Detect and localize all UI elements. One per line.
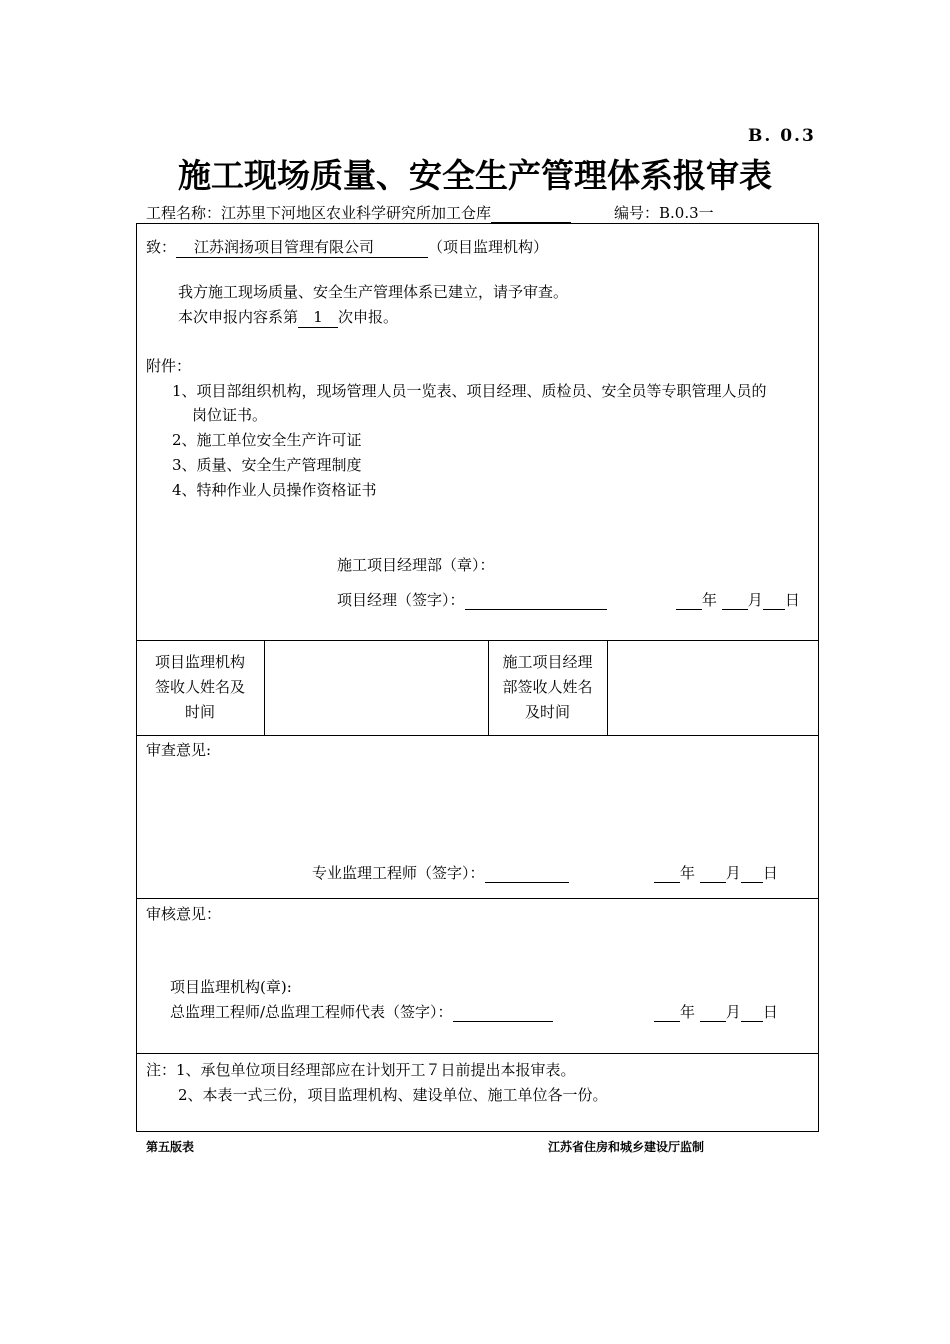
- divider: [136, 735, 819, 736]
- submission-round: [178, 307, 398, 328]
- label-line: 签收人姓名及: [154, 678, 245, 696]
- form-code: B. 0.3: [748, 126, 816, 146]
- attachment-item: 2、施工单位安全生产许可证: [172, 431, 362, 449]
- project-name-label: 工程名称：江苏里下河地区农业科学研究所加工仓库: [146, 204, 492, 222]
- review-signer-label: 专业监理工程师（签字）：: [312, 864, 485, 882]
- year-label: 年: [702, 591, 718, 609]
- signature-line: [453, 1005, 553, 1022]
- audit-org-seal: 项目监理机构(章):: [170, 978, 292, 996]
- label-line: 施工项目经理: [502, 653, 593, 671]
- month-label: 月: [725, 1003, 741, 1021]
- note-item: 注：1、承包单位项目经理部应在计划开工７日前提出本报审表。: [146, 1061, 576, 1079]
- form-title: 施工现场质量、安全生产管理体系报审表: [178, 156, 772, 195]
- addressee: [146, 237, 548, 258]
- attachments-label: 附件：: [146, 357, 192, 375]
- year-label: 年: [680, 864, 696, 882]
- audit-label: 审核意见：: [146, 905, 222, 923]
- day-label: 日: [784, 591, 800, 609]
- supervisor-receipt-label: [136, 650, 264, 725]
- addressee-suffix: （项目监理机构）: [428, 238, 549, 256]
- audit-signature: [170, 1002, 553, 1022]
- form-number: 编号：B.0.3一: [614, 204, 714, 222]
- date-field: [654, 1002, 778, 1022]
- month-label: 月: [747, 591, 763, 609]
- date-field: [654, 863, 778, 883]
- audit-signer-label: 总监理工程师/总监理工程师代表（签字）：: [170, 1003, 453, 1021]
- label-line: 项目监理机构: [154, 653, 245, 671]
- footer-edition: 第五版表: [146, 1140, 195, 1154]
- date-field: [676, 590, 800, 610]
- label-line: 部签收人姓名: [502, 678, 593, 696]
- divider: [136, 898, 819, 899]
- year-label: 年: [680, 1003, 696, 1021]
- divider: [264, 640, 265, 735]
- signature-line: [465, 593, 607, 610]
- attachment-item: 1、项目部组织机构，现场管理人员一览表、项目经理、质检员、安全员等专职管理人员的: [172, 382, 767, 400]
- manager-signature-label: 项目经理（签字）：: [337, 591, 465, 609]
- divider: [136, 640, 819, 641]
- label-line: 及时间: [524, 703, 570, 721]
- day-label: 日: [762, 864, 778, 882]
- review-signature: [312, 863, 569, 883]
- project-name-underline: [491, 208, 571, 223]
- footer-issuer: 江苏省住房和城乡建设厅监制: [548, 1140, 705, 1154]
- review-label: 审查意见:: [146, 741, 212, 759]
- statement: 我方施工现场质量、安全生产管理体系已建立，请予审查。: [178, 283, 569, 301]
- addressee-prefix: 致：: [146, 238, 177, 256]
- divider: [136, 1053, 819, 1054]
- project-name: [146, 202, 571, 223]
- day-label: 日: [762, 1003, 778, 1021]
- manager-signature: [337, 590, 607, 610]
- attachment-item: 岗位证书。: [192, 406, 268, 424]
- contractor-receipt-label: [488, 650, 607, 725]
- divider: [607, 640, 608, 735]
- label-line: 时间: [184, 703, 215, 721]
- round-suffix: 次申报。: [338, 308, 399, 326]
- dept-seal-label: 施工项目经理部（章）：: [337, 556, 495, 574]
- addressee-org: 江苏润扬项目管理有限公司: [176, 237, 428, 258]
- signature-line: [485, 866, 569, 883]
- round-value: 1: [298, 307, 338, 328]
- attachment-item: 3、质量、安全生产管理制度: [172, 456, 362, 474]
- round-prefix: 本次申报内容系第: [178, 308, 299, 326]
- note-item: 2、本表一式三份，项目监理机构、建设单位、施工单位各一份。: [178, 1086, 608, 1104]
- month-label: 月: [725, 864, 741, 882]
- attachment-item: 4、特种作业人员操作资格证书: [172, 481, 377, 499]
